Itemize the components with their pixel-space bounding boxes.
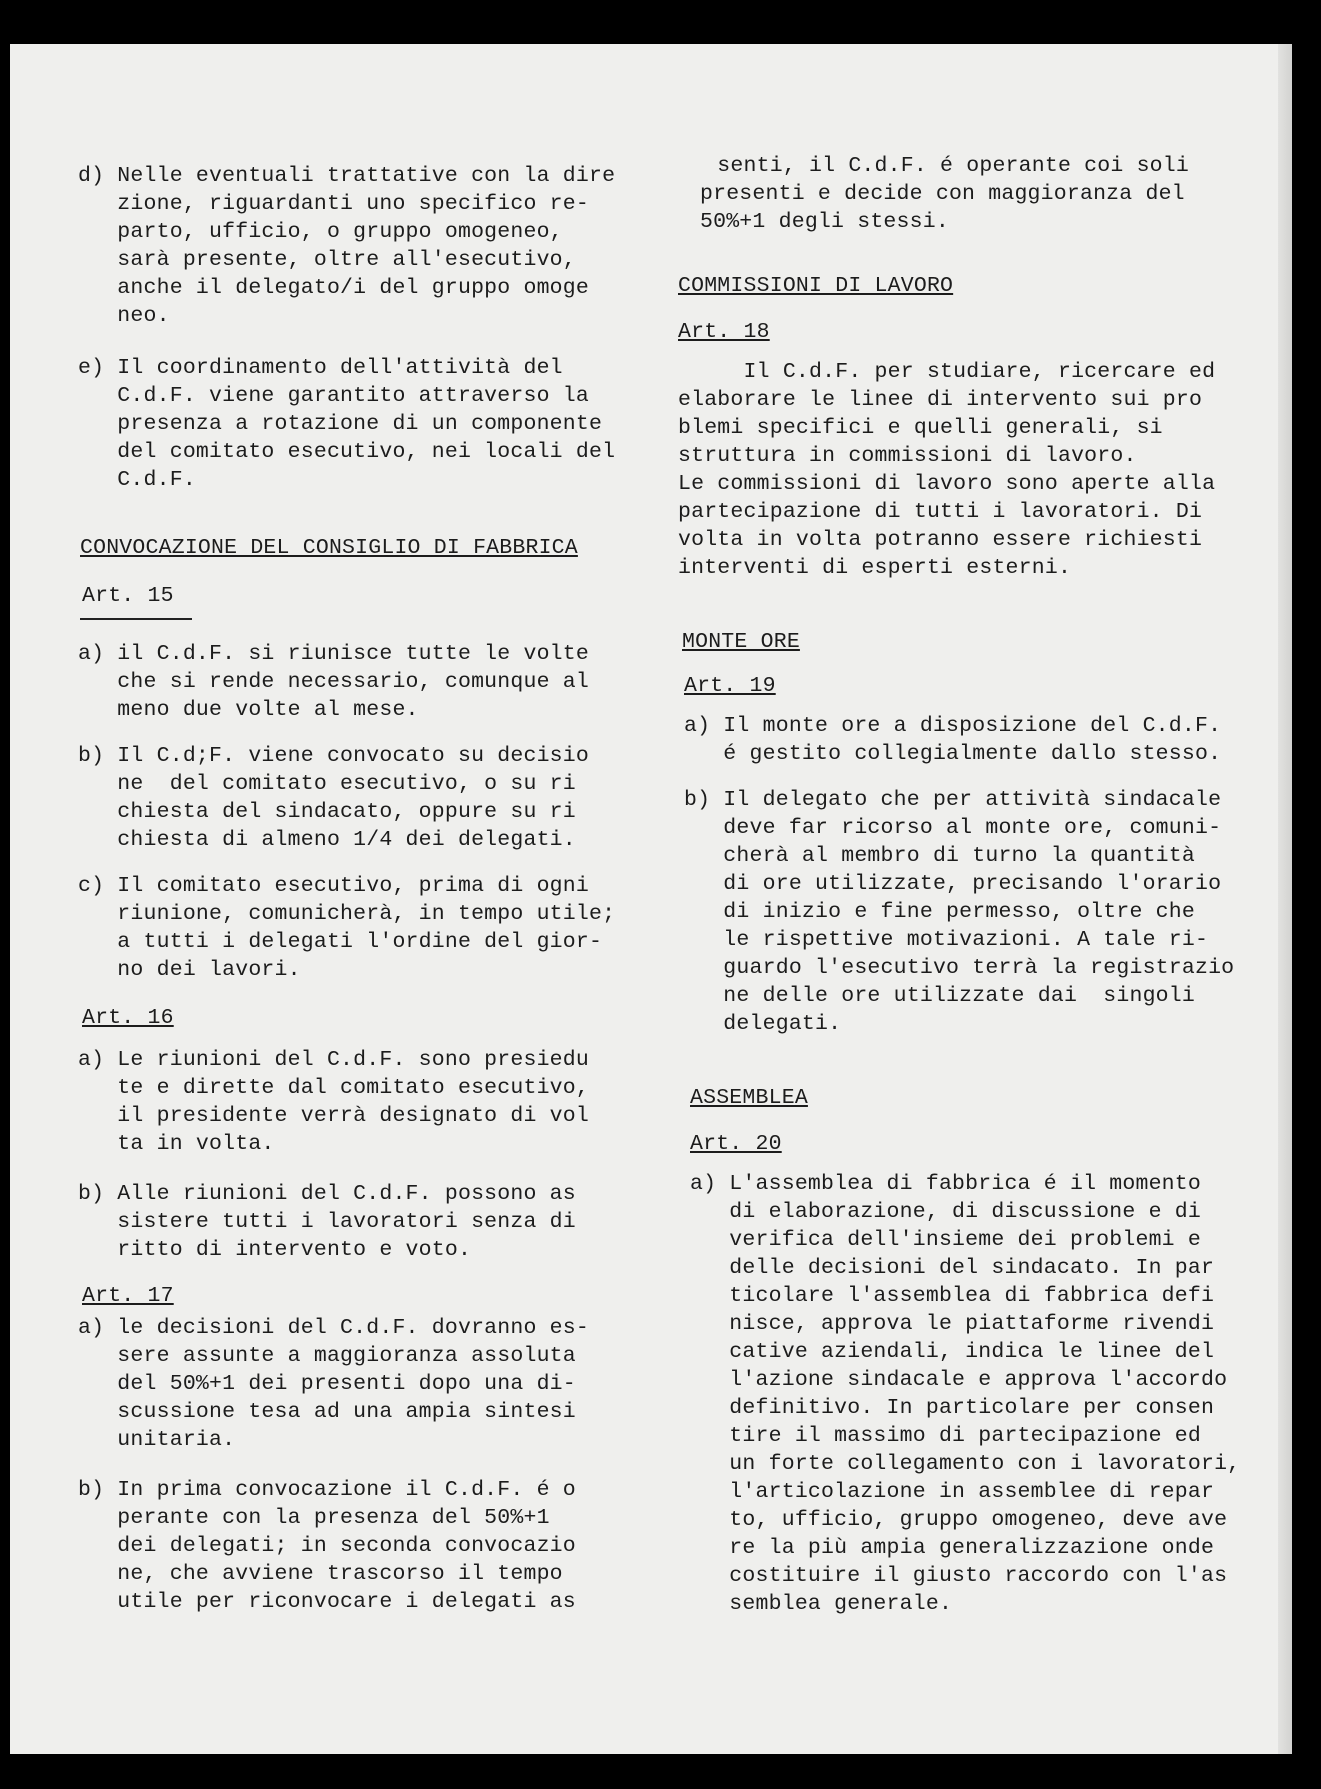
art16-a-line-3: il presidente verrà designato di vol: [78, 1104, 589, 1128]
art16-b-line-2: sistere tutti i lavoratori senza di: [78, 1210, 576, 1234]
art16-b-line-3: ritto di intervento e voto.: [78, 1238, 472, 1262]
art20-a-line-7: cative aziendali, indica le linee del: [690, 1340, 1215, 1364]
paragraph-d-line-2: zione, riguardanti uno specifico re-: [78, 192, 589, 216]
art17-b-line-3: dei delegati; in seconda convocazio: [78, 1534, 576, 1558]
art15-b-line-4: chiesta di almeno 1/4 dei delegati.: [78, 828, 576, 852]
article-18-label: Art. 18: [678, 320, 770, 344]
art17-a-line-1: a) le decisioni del C.d.F. dovranno es-: [78, 1316, 589, 1340]
art19-b-line-6: le rispettive motivazioni. A tale ri-: [684, 928, 1209, 952]
art20-a-line-5: ticolare l'assemblea di fabbrica defi: [690, 1284, 1215, 1308]
art19-a-line-2: é gestito collegialmente dallo stesso.: [684, 742, 1222, 766]
art19-a-line-1: a) Il monte ore a disposizione del C.d.F.: [684, 714, 1222, 738]
continuation-line-2: presenti e decide con maggioranza del: [700, 182, 1185, 206]
art15-c-line-3: a tutti i delegati l'ordine del gior-: [78, 930, 603, 954]
art18-line-6: partecipazione di tutti i lavoratori. Di: [678, 500, 1203, 524]
art19-b-line-8: ne delle ore utilizzate dai singoli: [684, 984, 1195, 1008]
art19-b-line-3: cherà al membro di turno la quantità: [684, 844, 1195, 868]
section-heading-commissioni: COMMISSIONI DI LAVORO: [678, 274, 954, 298]
article-19-label: Art. 19: [684, 674, 776, 698]
article-16-label: Art. 16: [82, 1006, 174, 1030]
art19-b-line-1: b) Il delegato che per attività sindacale: [684, 788, 1222, 812]
art19-b-line-7: guardo l'esecutivo terrà la registrazio: [684, 956, 1235, 980]
paragraph-d-line-4: sarà presente, oltre all'esecutivo,: [78, 248, 576, 272]
art15-c-line-4: no dei lavori.: [78, 958, 301, 982]
art15-a-line-1: a) il C.d.F. si riunisce tutte le volte: [78, 642, 589, 666]
art20-a-line-15: costituire il giusto raccordo con l'as: [690, 1564, 1228, 1588]
art17-a-line-4: scussione tesa ad una ampia sintesi: [78, 1400, 576, 1424]
section-heading-convocazione: CONVOCAZIONE DEL CONSIGLIO DI FABBRICA: [80, 536, 578, 560]
art17-a-line-2: sere assunte a maggioranza assoluta: [78, 1344, 576, 1368]
art18-line-2: elaborare le linee di intervento sui pro: [678, 388, 1203, 412]
art15-b-line-2: ne del comitato esecutivo, o su ri: [78, 772, 576, 796]
art20-a-line-11: un forte collegamento con i lavoratori,: [690, 1452, 1241, 1476]
section-heading-monte-ore: MONTE ORE: [682, 630, 800, 654]
art20-a-line-10: tire il massimo di partecipazione ed: [690, 1424, 1201, 1448]
paragraph-e-line-1: e) Il coordinamento dell'attività del: [78, 356, 563, 380]
art19-b-line-5: di inizio e fine permesso, oltre che: [684, 900, 1195, 924]
art20-a-line-13: to, ufficio, gruppo omogeneo, deve ave: [690, 1508, 1228, 1532]
art20-a-line-3: verifica dell'insieme dei problemi e: [690, 1228, 1201, 1252]
paragraph-d-line-6: neo.: [78, 304, 170, 328]
art16-a-line-2: te e dirette dal comitato esecutivo,: [78, 1076, 589, 1100]
section-heading-assemblea: ASSEMBLEA: [690, 1086, 808, 1110]
art18-line-3: blemi specifici e quelli generali, si: [678, 416, 1163, 440]
art20-a-line-8: l'azione sindacale e approva l'accordo: [690, 1368, 1228, 1392]
paragraph-e-line-2: C.d.F. viene garantito attraverso la: [78, 384, 589, 408]
continuation-line-3: 50%+1 degli stessi.: [700, 210, 949, 234]
art15-c-line-1: c) Il comitato esecutivo, prima di ogni: [78, 874, 589, 898]
article-15-label: Art. 15: [82, 584, 174, 608]
art18-line-4: struttura in commissioni di lavoro.: [678, 444, 1137, 468]
art18-line-7: volta in volta potranno essere richiesti: [678, 528, 1203, 552]
art15-c-line-2: riunione, comunicherà, in tempo utile;: [78, 902, 616, 926]
paragraph-d-line-1: d) Nelle eventuali trattative con la dire: [78, 164, 616, 188]
art20-a-line-14: re la più ampia generalizzazione onde: [690, 1536, 1215, 1560]
art20-a-line-12: l'articolazione in assemblee di repar: [690, 1480, 1215, 1504]
art15-a-line-2: che si rende necessario, comunque al: [78, 670, 589, 694]
art17-b-line-5: utile per riconvocare i delegati as: [78, 1590, 576, 1614]
paragraph-d-line-5: anche il delegato/i del gruppo omoge: [78, 276, 589, 300]
paragraph-e-line-5: C.d.F.: [78, 468, 196, 492]
art19-b-line-9: delegati.: [684, 1012, 842, 1036]
art20-a-line-1: a) L'assemblea di fabbrica é il momento: [690, 1172, 1201, 1196]
art17-a-line-3: del 50%+1 dei presenti dopo una di-: [78, 1372, 576, 1396]
art15-a-line-3: meno due volte al mese.: [78, 698, 419, 722]
paragraph-e-line-4: del comitato esecutivo, nei locali del: [78, 440, 616, 464]
paragraph-d-line-3: parto, ufficio, o gruppo omogeneo,: [78, 220, 563, 244]
art20-a-line-2: di elaborazione, di discussione e di: [690, 1200, 1201, 1224]
art18-line-1: Il C.d.F. per studiare, ricercare ed: [678, 360, 1216, 384]
art16-a-line-1: a) Le riunioni del C.d.F. sono presiedu: [78, 1048, 589, 1072]
art17-b-line-2: perante con la presenza del 50%+1: [78, 1506, 550, 1530]
article-20-label: Art. 20: [690, 1132, 782, 1156]
art18-line-8: interventi di esperti esterni.: [678, 556, 1072, 580]
art17-b-line-4: ne, che avviene trascorso il tempo: [78, 1562, 563, 1586]
art20-a-line-16: semblea generale.: [690, 1592, 953, 1616]
art16-a-line-4: ta in volta.: [78, 1132, 275, 1156]
art19-b-line-2: deve far ricorso al monte ore, comuni-: [684, 816, 1222, 840]
art20-a-line-4: delle decisioni del sindacato. In par: [690, 1256, 1215, 1280]
art16-b-line-1: b) Alle riunioni del C.d.F. possono as: [78, 1182, 576, 1206]
article-17-label: Art. 17: [82, 1284, 174, 1308]
art18-line-5: Le commissioni di lavoro sono aperte alla: [678, 472, 1216, 496]
art17-a-line-5: unitaria.: [78, 1428, 236, 1452]
art17-b-line-1: b) In prima convocazione il C.d.F. é o: [78, 1478, 576, 1502]
art15-b-line-3: chiesta del sindacato, oppure su ri: [78, 800, 576, 824]
art20-a-line-6: nisce, approva le piattaforme rivendi: [690, 1312, 1215, 1336]
continuation-line-1: senti, il C.d.F. é operante coi soli: [678, 154, 1189, 178]
art15-b-line-1: b) Il C.d;F. viene convocato su decisio: [78, 744, 589, 768]
art19-b-line-4: di ore utilizzate, precisando l'orario: [684, 872, 1222, 896]
art20-a-line-9: definitivo. In particolare per consen: [690, 1396, 1215, 1420]
article-15-rule: [80, 618, 192, 620]
paragraph-e-line-3: presenza a rotazione di un componente: [78, 412, 603, 436]
